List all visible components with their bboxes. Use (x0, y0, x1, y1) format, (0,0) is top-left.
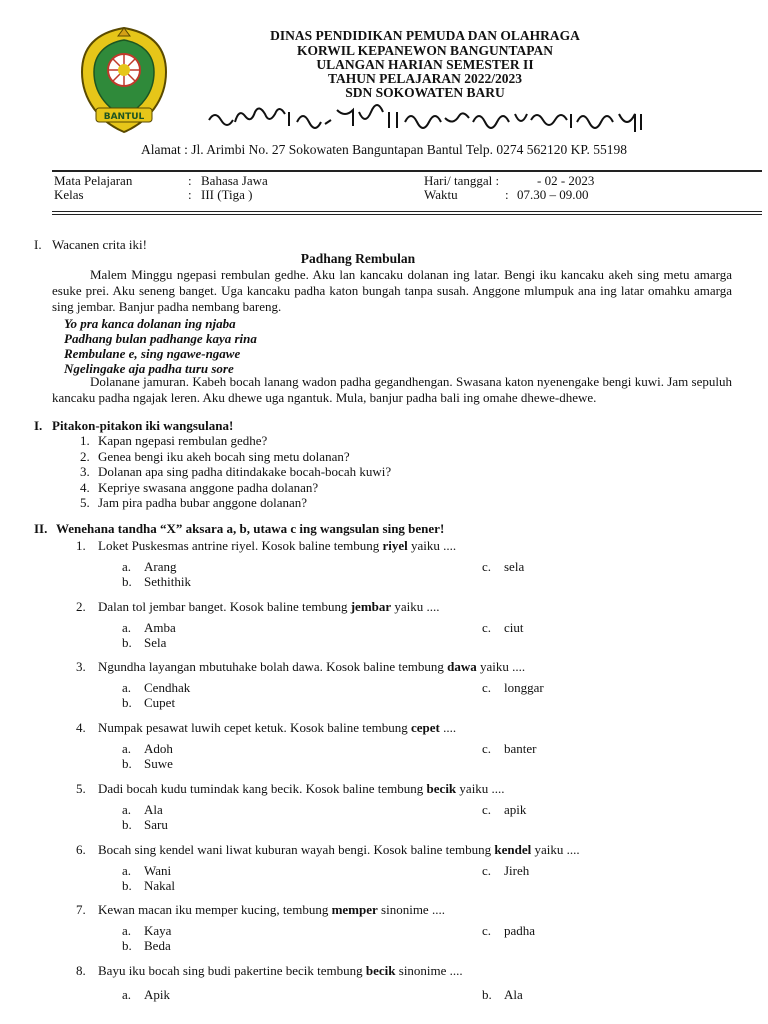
option-text: Jireh (504, 863, 530, 878)
header-line-5: SDN SOKOWATEN BARU (345, 85, 505, 100)
poem-line-1: Yo pra kanca dolanan ing njaba (64, 316, 236, 331)
essay-question-text: Dolanan apa sing padha ditindakake bocah-bocah kuwi? (98, 464, 392, 479)
mc-question-text-post: yaiku .... (476, 659, 526, 674)
essay-question-text: Kepriye swasana anggone padha dolanan? (98, 479, 319, 495)
mc-question-number: 7. (76, 902, 86, 917)
option-letter: a. (122, 987, 132, 1002)
mc-question-text (98, 781, 505, 797)
section-3-instruction: Wenehana tandha “X” aksara a, b, utawa c ing wangsulan sing bener! (56, 521, 445, 536)
mc-question-text (98, 659, 525, 675)
option-text: Arang (144, 559, 177, 574)
option-text: Apik (144, 987, 170, 1002)
subject-label: Mata Pelajaran (54, 173, 133, 188)
essay-question-number: 4. (80, 479, 90, 495)
option-text: Wani (144, 863, 172, 878)
mc-question-keyword: jembar (350, 599, 392, 614)
option-text: Beda (144, 938, 171, 953)
option-letter: b. (122, 756, 132, 771)
section-2-number: I. (34, 418, 43, 433)
option-text: Kaya (144, 923, 172, 938)
mc-question-number: 6. (76, 842, 86, 857)
option-letter: c. (482, 620, 492, 635)
time-value: 07.30 – 09.00 (517, 187, 589, 202)
day-value: - 02 - 2023 (537, 173, 595, 188)
option-letter: b. (122, 695, 132, 710)
mc-question-text-pre: Dalan tol jembar banget. Kosok baline tembung (98, 599, 351, 614)
mc-question-text-pre: Numpak pesawat luwih cepet ketuk. Kosok baline tembung (98, 720, 412, 735)
option-letter: b. (122, 878, 132, 893)
mc-question-keyword: becik (365, 963, 396, 978)
option-letter: b. (122, 817, 132, 832)
option-text: longgar (504, 680, 544, 695)
mc-question-number: 1. (76, 538, 86, 553)
story-paragraph-2-text: Dolanane jamuran. Kabeh bocah lanang wadon padha gegandhengan. Swasana katon nyenengake bengi kuwi. Jam sepuluh kancaku padha ngajak leren. Aku dhewe uga ngantuk. Mula, banjur padha bali ing omahe dhewe-dhewe. (52, 374, 732, 405)
option-letter: c. (482, 559, 492, 574)
mc-question-text-pre: Dadi bocah kudu tumindak kang becik. Kosok baline tembung (98, 781, 427, 796)
option-letter: b. (122, 574, 132, 589)
section-1-number: I. (34, 237, 42, 252)
mc-question-text-post: yaiku .... (391, 599, 440, 614)
header-line-1: DINAS PENDIDIKAN PEMUDA DAN OLAHRAGA (270, 28, 580, 43)
school-address: Alamat : Jl. Arimbi No. 27 Sokowaten Banguntapan Bantul Telp. 0274 562120 KP. 55198 (141, 142, 627, 157)
option-text: Adoh (144, 741, 173, 756)
header-rule-bottom-2 (52, 214, 762, 215)
mc-question-text-post: sinonime .... (377, 902, 445, 917)
section-2-instruction: Pitakon-pitakon iki wangsulana! (52, 418, 234, 433)
mc-question-number: 3. (76, 659, 86, 674)
option-letter: b. (122, 635, 132, 650)
logo-text: BANTUL (103, 112, 145, 122)
mc-question-keyword: cepet (411, 720, 440, 735)
option-text: banter (504, 741, 537, 756)
poem-line-2: Padhang bulan padhange kaya rina (64, 331, 257, 346)
day-label: Hari/ tanggal : (424, 173, 500, 188)
mc-question-keyword: becik (426, 781, 457, 796)
mc-question-text-post: sinonime .... (395, 963, 463, 978)
story-title: Padhang Rembulan (300, 251, 416, 266)
option-text: Amba (144, 620, 176, 635)
time-label: Waktu (424, 187, 458, 202)
essay-question-number: 2. (80, 448, 90, 464)
mc-question-text-post: .... (439, 720, 457, 735)
option-letter: a. (122, 923, 132, 938)
javanese-script-school-name (205, 100, 650, 134)
mc-question-text-pre: Loket Puskesmas antrine riyel. Kosok baline tembung (98, 538, 383, 553)
class-colon: : (188, 187, 192, 202)
option-text: Sethithik (144, 574, 191, 589)
option-letter: a. (122, 802, 132, 817)
essay-question-text: Jam pira padha bubar anggone dolanan? (98, 495, 308, 510)
option-text: Nakal (144, 878, 176, 893)
essay-question-number: 3. (80, 464, 90, 479)
header-rule-top (52, 170, 762, 172)
option-text: sela (504, 559, 525, 574)
mc-question-text (98, 902, 445, 918)
mc-question-number: 8. (76, 963, 86, 978)
subject-colon: : (188, 173, 192, 188)
option-text: Cendhak (144, 680, 191, 695)
subject-value: Bahasa Jawa (201, 173, 268, 188)
poem-line-4: Ngelingake aja padha turu sore (64, 361, 234, 376)
story-poem (64, 316, 257, 376)
header-line-2: KORWIL KEPANEWON BANGUNTAPAN (296, 43, 554, 58)
option-letter: a. (122, 559, 132, 574)
option-text: Sela (144, 635, 167, 650)
header-line-4: TAHUN PELAJARAN 2022/2023 (327, 71, 522, 86)
mc-question-text (98, 963, 463, 979)
mc-question-keyword: memper (331, 902, 378, 917)
mc-question-text-post: yaiku .... (407, 538, 457, 553)
story-paragraph-1-text: Malem Minggu ngepasi rembulan gedhe. Aku lan kancaku dolanan ing latar. Bengi iku kancaku akeh sing metu amarga esuke prei. Aku seneng banget. Uga kancaku padha katon bungah tanpa susah. Anggone mlumpuk ana ing latar omahku amarga sing jembar. Banjur padha nembang bareng. (52, 267, 732, 314)
mc-question-text (98, 538, 456, 554)
section-1-instruction: Wacanen crita iki! (52, 237, 147, 252)
mc-question-text-post: yaiku .... (456, 781, 505, 796)
mc-question-number: 4. (76, 720, 86, 735)
class-label: Kelas (54, 187, 84, 202)
option-letter: a. (122, 620, 132, 635)
mc-question-text-pre: Bocah sing kendel wani liwat kuburan wayah bengi. Kosok baline tembung (98, 842, 495, 857)
mc-question-keyword: dawa (447, 659, 477, 674)
option-text: padha (504, 923, 536, 938)
option-letter: b. (482, 987, 492, 1002)
mc-question-text (98, 599, 440, 615)
mc-question-text-post: yaiku .... (531, 842, 580, 857)
time-colon: : (505, 187, 509, 202)
poem-line-3: Rembulane e, sing ngawe-ngawe (64, 346, 241, 361)
option-letter: a. (122, 680, 132, 695)
mc-question-text-pre: Bayu iku bocah sing budi pakertine becik tembung (98, 963, 366, 978)
section-3-number: II. (34, 521, 48, 536)
mc-question-text (98, 720, 456, 736)
mc-question-number: 2. (76, 599, 86, 614)
mc-question-keyword: kendel (494, 842, 532, 857)
class-value: III (Tiga ) (201, 187, 253, 202)
option-letter: a. (122, 863, 132, 878)
mc-question-text (98, 842, 580, 858)
essay-question-number: 1. (80, 433, 90, 448)
option-letter: c. (482, 680, 492, 695)
essay-question-text: Genea bengi iku akeh bocah sing metu dolanan? (98, 448, 350, 464)
mc-question-text-pre: Kewan macan iku memper kucing, tembung (98, 902, 332, 917)
option-letter: c. (482, 802, 492, 817)
option-text: Suwe (144, 756, 173, 771)
option-letter: c. (482, 923, 492, 938)
option-text: Ala (504, 987, 523, 1002)
option-text: Saru (144, 817, 168, 832)
story-paragraph-1 (52, 267, 732, 315)
option-text: Ala (144, 802, 163, 817)
option-text: ciut (504, 620, 524, 635)
bantul-regency-logo (78, 26, 170, 134)
option-letter: c. (482, 863, 492, 878)
mc-question-text-pre: Ngundha layangan mbutuhake bolah dawa. Kosok baline tembung (98, 659, 448, 674)
option-text: Cupet (144, 695, 176, 710)
essay-question-text: Kapan ngepasi rembulan gedhe? (98, 433, 268, 448)
option-letter: b. (122, 938, 132, 953)
option-text: apik (504, 802, 527, 817)
mc-question-number: 5. (76, 781, 86, 796)
option-letter: c. (482, 741, 492, 756)
header-line-3: ULANGAN HARIAN SEMESTER II (316, 57, 534, 72)
option-letter: a. (122, 741, 132, 756)
mc-question-keyword: riyel (382, 538, 408, 553)
story-paragraph-2 (52, 374, 732, 406)
header-rule-bottom-1 (52, 211, 762, 212)
essay-question-number: 5. (80, 495, 90, 510)
